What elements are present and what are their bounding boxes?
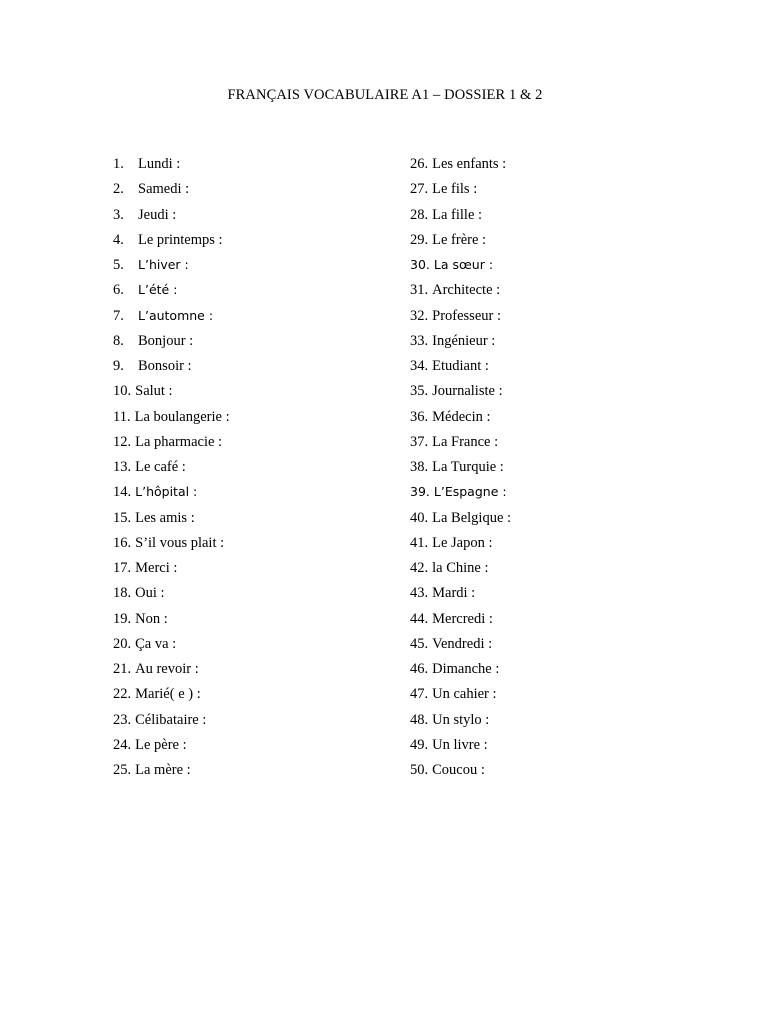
item-number: 20. — [113, 635, 132, 652]
item-number: 22. — [113, 686, 132, 703]
item-number: 3. — [113, 206, 124, 223]
item-term: Non : — [135, 610, 168, 627]
list-item — [410, 432, 511, 457]
item-number: 5. — [113, 257, 124, 273]
item-term: Le fils : — [432, 181, 478, 198]
item-term: Dimanche : — [432, 661, 500, 677]
item-term: Le café : — [135, 459, 186, 475]
list-item — [113, 205, 230, 230]
list-item — [113, 609, 230, 634]
item-number: 40. — [410, 509, 429, 526]
item-term: Bonsoir : — [138, 358, 192, 374]
item-term: Architecte : — [432, 282, 501, 299]
list-item — [410, 508, 511, 533]
item-number: 26. — [410, 156, 429, 172]
list-item — [410, 306, 511, 331]
item-term: La Belgique : — [432, 509, 512, 526]
list-item — [410, 255, 511, 280]
item-number: 31. — [410, 282, 429, 299]
item-term: Etudiant : — [432, 358, 489, 374]
item-number: 38. — [410, 459, 429, 475]
item-number: 47. — [410, 686, 429, 703]
list-item — [113, 760, 230, 785]
item-number: 45. — [410, 635, 429, 652]
item-number: 37. — [410, 433, 429, 450]
vocab-list-left — [113, 154, 230, 785]
item-term: Ça va : — [135, 635, 177, 652]
list-item — [410, 356, 511, 381]
item-term: Mardi : — [432, 585, 476, 602]
item-term: L’Espagne : — [433, 484, 507, 500]
page-title: FRANÇAIS VOCABULAIRE A1 – DOSSIER 1 & 2 — [227, 87, 543, 103]
list-item — [410, 634, 511, 659]
list-item — [113, 533, 230, 558]
list-item — [410, 684, 511, 709]
item-term: Jeudi : — [138, 206, 177, 223]
list-item — [410, 558, 511, 583]
list-item — [113, 356, 230, 381]
list-item — [410, 710, 511, 735]
list-item — [410, 735, 511, 760]
item-term: S’il vous plait : — [135, 534, 225, 551]
item-number: 15. — [113, 509, 132, 526]
list-item — [113, 583, 230, 608]
item-term: Ingénieur : — [432, 332, 496, 349]
item-number: 36. — [410, 408, 429, 425]
item-term: La France : — [432, 433, 499, 450]
list-item — [410, 609, 511, 634]
list-item — [113, 154, 230, 179]
item-term: Le Japon : — [432, 534, 493, 551]
item-term: la Chine : — [432, 560, 489, 576]
list-item — [410, 533, 511, 558]
item-number: 33. — [410, 332, 429, 349]
item-number: 44. — [410, 610, 429, 627]
item-number: 30. — [410, 257, 430, 272]
item-number: 34. — [410, 358, 429, 374]
item-number: 28. — [410, 206, 429, 223]
item-number: 25. — [113, 762, 132, 778]
item-number: 7. — [113, 307, 124, 324]
list-item — [410, 280, 511, 305]
list-item — [410, 331, 511, 356]
item-number: 19. — [113, 610, 132, 627]
item-term: Professeur : — [432, 307, 501, 324]
item-number: 11. — [113, 408, 131, 425]
list-item — [113, 508, 230, 533]
item-number: 29. — [410, 231, 429, 248]
item-term: Un cahier : — [432, 686, 497, 703]
list-item — [113, 558, 230, 583]
item-number: 32. — [410, 307, 429, 324]
item-term: La sœur : — [433, 257, 494, 272]
item-number: 12. — [113, 433, 132, 450]
list-item — [113, 381, 230, 406]
item-term: Lundi : — [138, 156, 181, 172]
item-term: Journaliste : — [432, 383, 503, 400]
item-term: Salut : — [135, 383, 173, 400]
item-number: 27. — [410, 181, 429, 198]
item-term: La boulangerie : — [134, 408, 230, 425]
item-term: L’été : — [138, 282, 178, 298]
list-item — [113, 331, 230, 356]
list-item — [113, 482, 230, 507]
list-item — [410, 457, 511, 482]
list-item — [410, 205, 511, 230]
item-number: 16. — [113, 534, 132, 551]
item-number: 41. — [410, 534, 429, 551]
item-number: 42. — [410, 560, 429, 576]
item-term: Oui : — [135, 585, 165, 602]
item-term: Un stylo : — [432, 711, 490, 728]
item-term: Médecin : — [432, 408, 491, 425]
item-term: Samedi : — [138, 181, 190, 198]
item-term: Le père : — [135, 736, 187, 753]
list-item — [410, 482, 511, 507]
item-term: Un livre : — [432, 736, 488, 753]
item-number: 8. — [113, 332, 124, 349]
item-term: Célibataire : — [135, 711, 207, 728]
item-number: 50. — [410, 762, 429, 778]
item-term: La mère : — [135, 762, 191, 778]
item-term: La fille : — [432, 206, 483, 223]
list-item — [113, 457, 230, 482]
item-number: 39. — [410, 484, 430, 500]
vocab-list-right — [410, 154, 511, 785]
list-item — [113, 659, 230, 684]
list-item — [113, 179, 230, 204]
item-number: 1. — [113, 156, 124, 172]
item-number: 35. — [410, 383, 429, 400]
item-term: Mercredi : — [432, 610, 493, 627]
list-item — [113, 684, 230, 709]
list-item — [113, 230, 230, 255]
item-number: 23. — [113, 711, 132, 728]
item-term: Les enfants : — [432, 156, 507, 172]
item-term: Les amis : — [135, 509, 195, 526]
list-item — [113, 255, 230, 280]
item-number: 4. — [113, 231, 124, 248]
list-item — [113, 407, 230, 432]
item-number: 2. — [113, 181, 124, 198]
item-term: Marié( e ) : — [135, 686, 201, 703]
item-number: 10. — [113, 383, 132, 400]
list-item — [410, 381, 511, 406]
item-number: 6. — [113, 282, 124, 299]
list-item — [410, 583, 511, 608]
item-number: 46. — [410, 661, 429, 677]
item-number: 43. — [410, 585, 429, 602]
item-term: Le printemps : — [138, 231, 223, 248]
item-term: L’automne : — [138, 307, 214, 323]
list-item — [113, 634, 230, 659]
item-number: 9. — [113, 358, 124, 374]
item-term: Au revoir : — [135, 661, 199, 677]
item-term: Bonjour : — [138, 332, 194, 349]
item-term: L’hôpital : — [135, 484, 198, 500]
item-term: Coucou : — [432, 762, 485, 778]
item-number: 14. — [113, 484, 132, 501]
list-item — [410, 179, 511, 204]
item-term: La Turquie : — [432, 459, 504, 475]
item-term: L’hiver : — [138, 257, 189, 272]
list-item — [410, 659, 511, 684]
item-term: Vendredi : — [432, 635, 493, 652]
item-term: Le frère : — [432, 231, 487, 248]
list-item — [113, 710, 230, 735]
list-item — [113, 735, 230, 760]
item-number: 17. — [113, 560, 132, 576]
list-item — [410, 760, 511, 785]
item-number: 18. — [113, 585, 132, 602]
item-term: Merci : — [135, 560, 178, 576]
item-number: 21. — [113, 661, 132, 677]
item-term: La pharmacie : — [135, 433, 223, 450]
list-item — [113, 280, 230, 305]
item-number: 24. — [113, 736, 132, 753]
list-item — [410, 154, 511, 179]
list-item — [410, 230, 511, 255]
list-item — [113, 432, 230, 457]
list-item — [113, 306, 230, 331]
item-number: 49. — [410, 736, 429, 753]
item-number: 13. — [113, 459, 132, 475]
list-item — [410, 407, 511, 432]
item-number: 48. — [410, 711, 429, 728]
